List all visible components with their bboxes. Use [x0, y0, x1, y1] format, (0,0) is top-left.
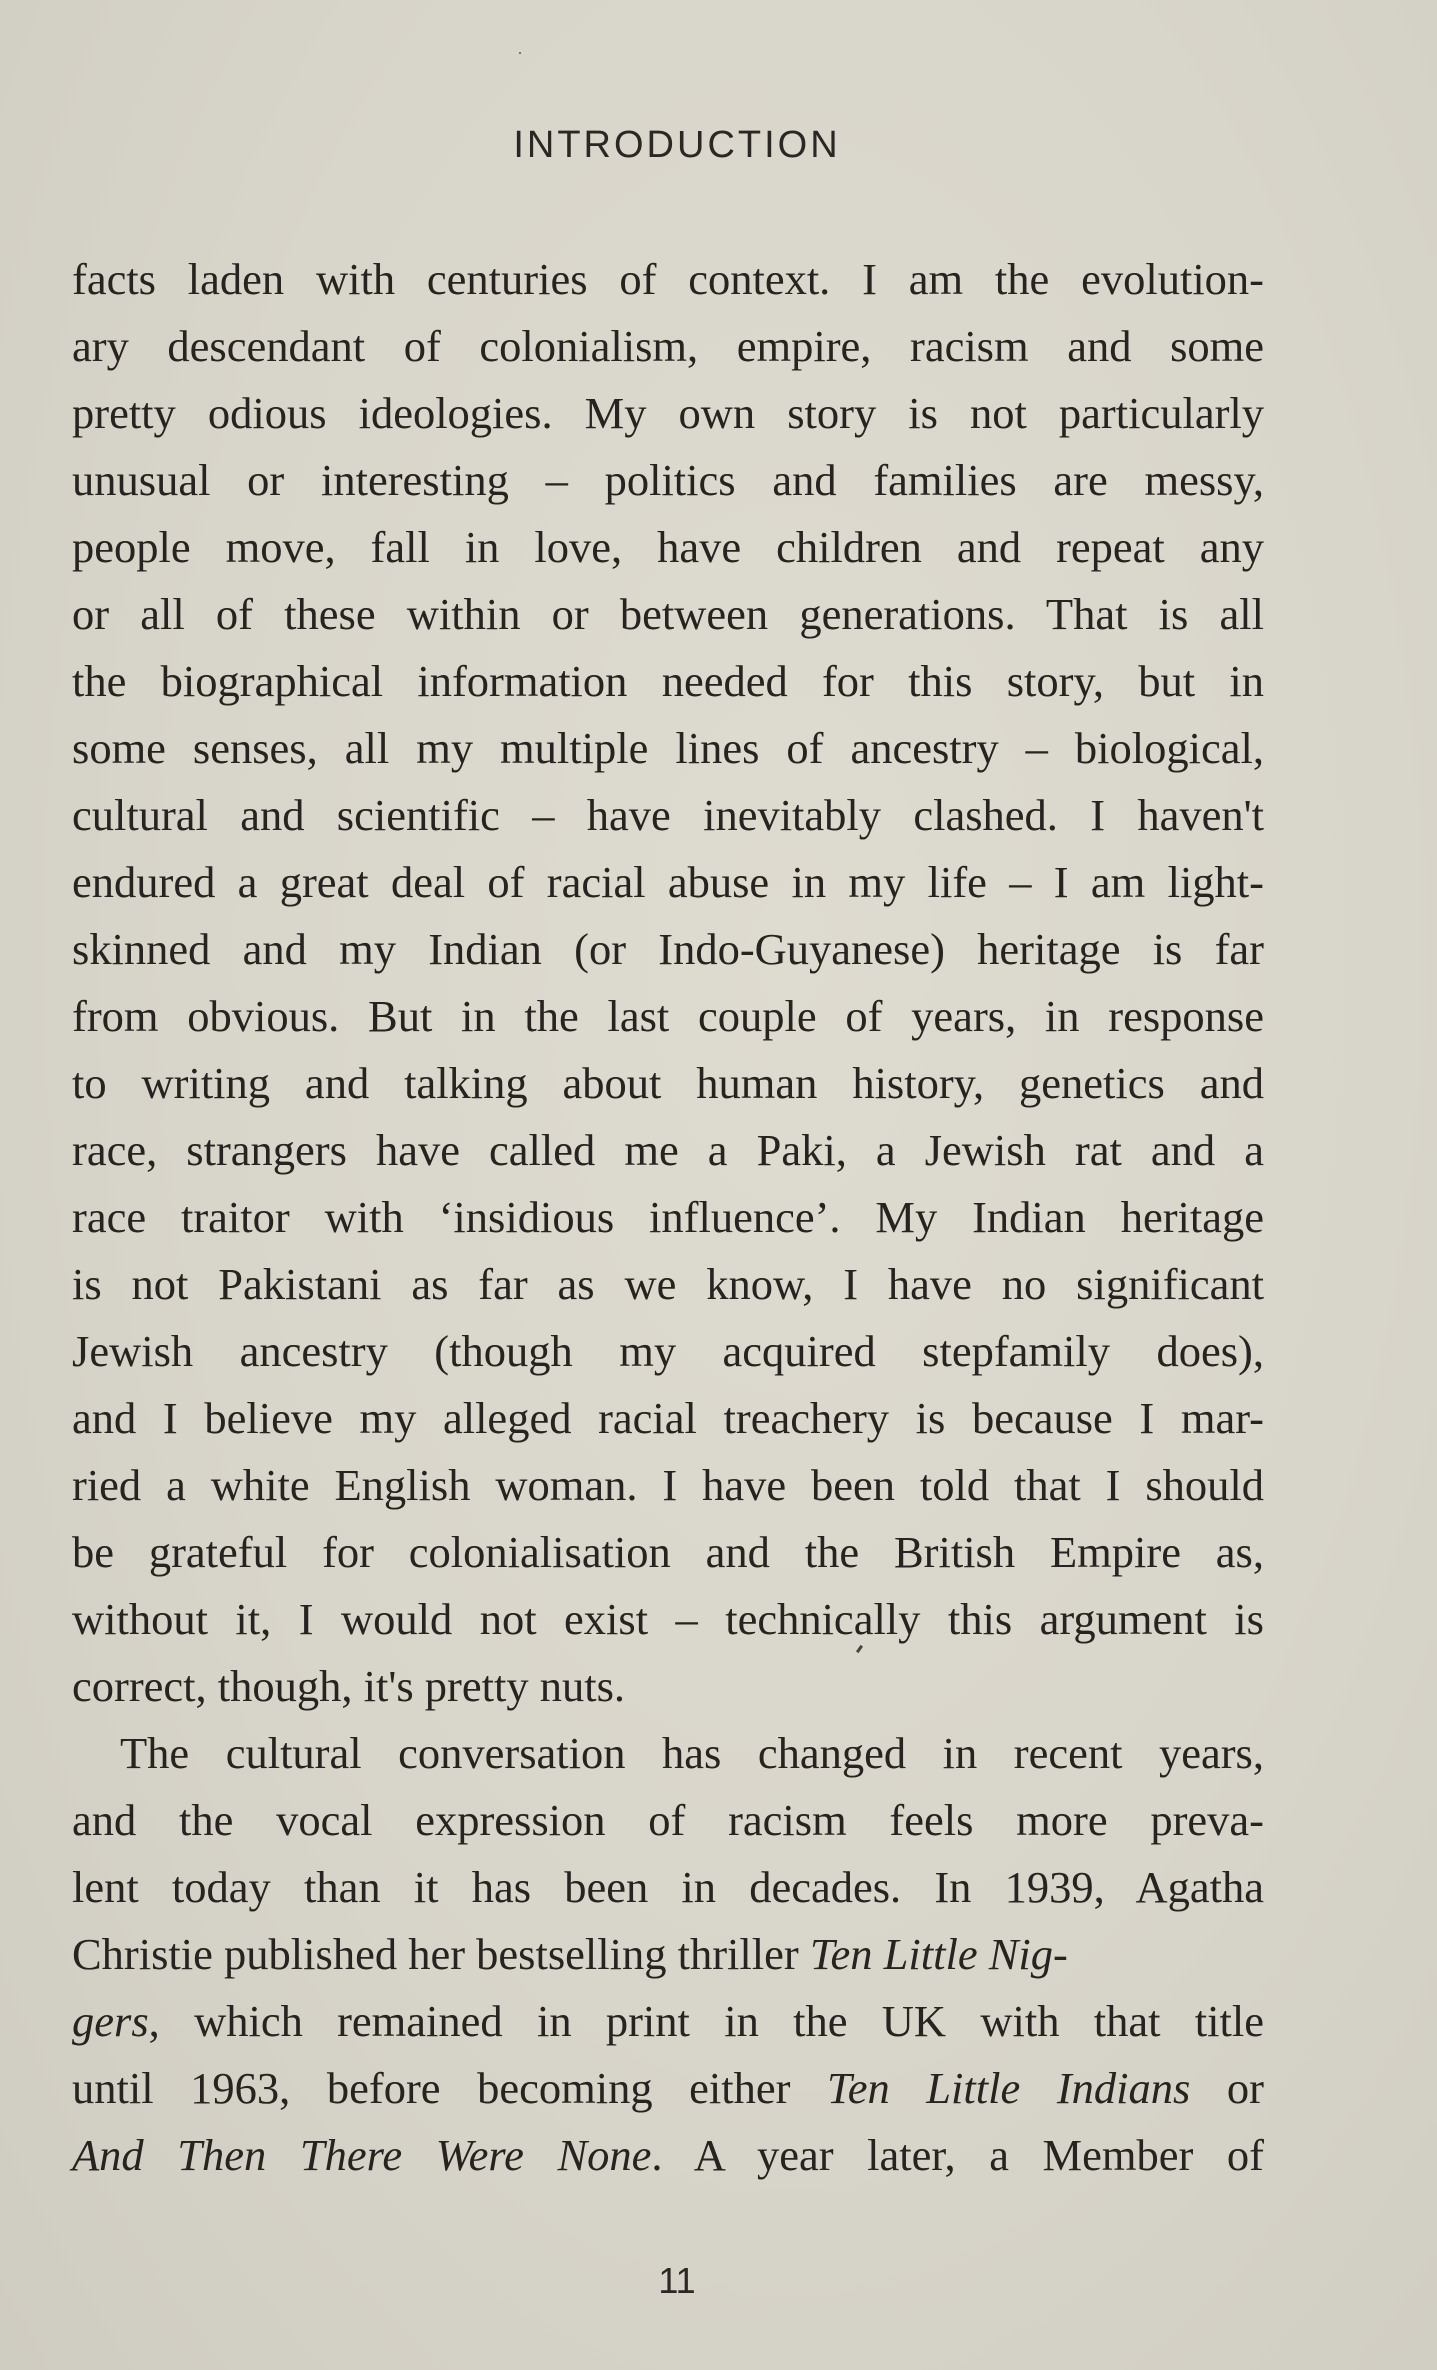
book-title: And Then There Were None [72, 2130, 652, 2180]
text-line [72, 2055, 1264, 2122]
text-line: without it, I would not exist – technically this argument is [72, 1594, 1264, 1644]
text-line: skinned and my Indian (or Indo-Guyanese) heritage is far [72, 924, 1264, 974]
running-head: INTRODUCTION [513, 124, 841, 166]
text-line [72, 2122, 1264, 2189]
text-line: to writing and talking about human history, genetics and [72, 1058, 1264, 1108]
text-line: and I believe my alleged racial treachery is because I mar- [72, 1393, 1264, 1443]
text-line: cultural and scientific – have inevitably clashed. I haven't [72, 790, 1264, 840]
book-title: Ten Little Indians [827, 2063, 1191, 2113]
text-line: from obvious. But in the last couple of years, in response [72, 991, 1264, 1041]
text-line: The cultural conversation has changed in recent years, [120, 1728, 1264, 1778]
body-text [72, 246, 1264, 2189]
book-title: gers [72, 1996, 149, 2046]
text-run: Christie published her bestselling thriller [72, 1929, 810, 1979]
text-line: unusual or interesting – politics and families are messy, [72, 455, 1264, 505]
text-line: the biographical information needed for this story, but in [72, 656, 1264, 706]
text-line: facts laden with centuries of context. I am the evolution- [72, 254, 1264, 304]
text-line: people move, fall in love, have children and repeat any [72, 522, 1264, 572]
text-line: pretty odious ideologies. My own story is not particularly [72, 388, 1264, 438]
text-line: ried a white English woman. I have been told that I should [72, 1460, 1264, 1510]
text-line: ary descendant of colonialism, empire, racism and some [72, 321, 1264, 371]
text-run: or [1190, 2063, 1264, 2113]
page-number: 11 [658, 2260, 696, 2301]
text-line: some senses, all my multiple lines of ancestry – biological, [72, 723, 1264, 773]
text-line: endured a great deal of racial abuse in my life – I am light- [72, 857, 1264, 907]
text-line: Jewish ancestry (though my acquired stepfamily does), [72, 1326, 1264, 1376]
book-title: Ten Little Nig- [809, 1929, 1068, 1979]
text-line [72, 1988, 1264, 2055]
text-line: race traitor with ‘insidious influence’. My Indian heritage [72, 1192, 1264, 1242]
text-line [72, 1921, 1264, 1988]
text-line: race, strangers have called me a Paki, a Jewish rat and a [72, 1125, 1264, 1175]
text-line: be grateful for colonialisation and the British Empire as, [72, 1527, 1264, 1577]
text-line: correct, though, it's pretty nuts. [72, 1661, 626, 1711]
text-run: until 1963, before becoming either [72, 2063, 828, 2113]
text-line: and the vocal expression of racism feels more preva- [72, 1795, 1264, 1845]
print-speck [519, 52, 521, 54]
text-line: is not Pakistani as far as we know, I have no significant [72, 1259, 1264, 1309]
text-line: or all of these within or between generations. That is all [72, 589, 1264, 639]
text-run: , which remained in print in the UK with that title [148, 1996, 1264, 2046]
text-run: . A year later, a Member of [651, 2130, 1264, 2180]
text-line: lent today than it has been in decades. In 1939, Agatha [72, 1862, 1264, 1912]
